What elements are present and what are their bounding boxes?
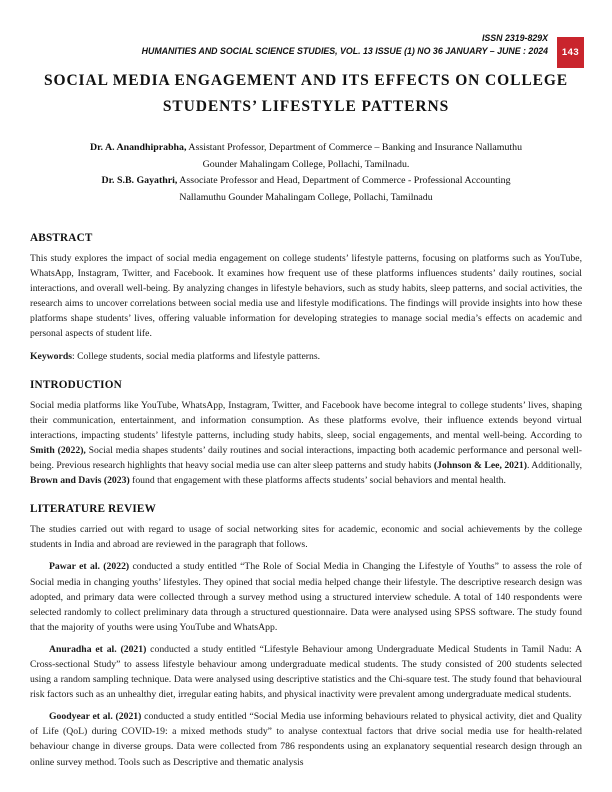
paper-title-line1: SOCIAL MEDIA ENGAGEMENT AND ITS EFFECTS ON COLLEGE [43, 72, 569, 89]
text-run: Pawar et al. (2022) [49, 561, 130, 573]
text-run: The studies carried out with regard to usage of social networking sites for academic, economic and social achievements by the college students in India and abroad are reviewed in the paragraph that follows. [30, 524, 582, 551]
section-heading: INTRODUCTION [30, 378, 122, 391]
text-run: Nallamuthu Gounder Mahalingam College, Pollachi, Tamilnadu [179, 191, 433, 203]
text-run: Social media shapes students’ daily routines and social interactions, impacting both academic performance and personal well-being. Previous research highlights that heavy social media use can alter sleep patterns and study habits [30, 444, 583, 472]
text-run: (Johnson & Lee, 2021) [433, 460, 527, 472]
page-number-badge: 143 [557, 37, 584, 68]
journal-header [30, 32, 582, 58]
paragraph [30, 559, 582, 634]
paragraph [30, 522, 582, 552]
paper-title [30, 68, 582, 120]
text-run: conducted a study entitled “The Role of Social Media in Changing the Lifestyle of Youths” to assess the role of Social media in changing youths’ lifestyles. They opined that social media helped change their lifestyle. The descriptive research design was adopted, and primary data were collected through a survey method using a structured interview schedule. A total of 140 respondents were selected randomly to collect preliminary data through a structured questionnaire. Data were analysed using SPSS software. The study found that the majority of youths were using YouTube and WhatsApp. [30, 561, 582, 633]
paragraph [30, 251, 582, 342]
issn-line: ISSN 2319-829X [481, 33, 548, 43]
text-run: Smith (2022), [30, 444, 86, 456]
text-run: Brown and Davis (2023) [30, 475, 130, 487]
sections [30, 232, 582, 770]
author-line [30, 140, 582, 157]
paragraph [30, 642, 582, 702]
text-run: Social media platforms like YouTube, WhatsApp, Instagram, Twitter, and Facebook have become integral to college students’ lives, shaping their communication, entertainment, and information consumption. As these platforms evolve, their influence extends beyond virtual interactions, impacting students’ lifestyle patterns, including study habits, sleep, social engagements, and mental well-being. According to [30, 399, 582, 441]
author-line [30, 157, 582, 174]
text-run: Goodyear et al. (2021) [49, 711, 142, 723]
text-run: Keywords [30, 350, 72, 362]
text-run: Assistant Professor, Department of Commerce – Banking and Insurance Nallamuthu [186, 142, 523, 153]
section-heading: LITERATURE REVIEW [30, 503, 156, 516]
text-run: Associate Professor and Head, Department of Commerce - Professional Accounting [177, 175, 511, 186]
paragraph [30, 398, 582, 489]
paragraph [30, 709, 582, 769]
text-run: : College students, social media platforms and lifestyle patterns. [71, 350, 321, 362]
text-run: conducted a study entitled “Social Media use informing behaviours related to physical activity, diet and Quality of Life (QoL) during COVID-19: a mixed methods study” to analyse contextual factors that drive social media use for health-related behaviour change in diverse groups. Data were collected from 786 respondents using an explanatory sequential research design through an online survey method. Tools such as Descriptive and thematic analysis [30, 711, 582, 768]
text-run: Gounder Mahalingam College, Pollachi, Tamilnadu. [202, 158, 410, 170]
author-line [30, 190, 582, 207]
text-run: This study explores the impact of social media engagement on college students’ lifestyle patterns, focusing on platforms such as YouTube, WhatsApp, Instagram, Twitter, and Facebook. It examines how frequent use of these platforms influences students’ daily routines, social interactions, and overall well-being. By analyzing changes in lifestyle behaviors, such as study habits, sleep patterns, and social activities, the research aims to uncover correlations between social media use and lifestyle modifications. The findings will provide insights into how these platforms shape students’ lives, offering valuable information for developing strategies to manage social media’s effects on academic and personal aspects of student life. [30, 253, 582, 340]
paper-title-line2: STUDENTS’ LIFESTYLE PATTERNS [162, 98, 450, 115]
journal-line: HUMANITIES AND SOCIAL SCIENCE STUDIES, VOL. 13 ISSUE (1) NO 36 JANUARY – JUNE : 2024 [141, 46, 548, 56]
section-heading: ABSTRACT [30, 232, 93, 244]
paragraph [30, 349, 582, 364]
text-run: Anuradha et al. (2021) [49, 643, 147, 655]
text-run: Dr. A. Anandhiprabha, [89, 142, 187, 153]
authors-block [30, 140, 582, 206]
text-run: conducted a study entitled “Lifestyle Behaviour among Undergraduate Medical Students in Tamil Nadu: A Cross-sectional Study” to assess lifestyle behaviour among undergraduate medical students. The study consisted of 200 students selected using a random sampling technique. Data were analysed using descriptive statistics and the Chi-square test. The study found that behavioural risk factors such as an unhealthy diet, irregular eating habits, and physical inactivity were prevalent among undergraduate medical students. [30, 643, 582, 701]
text-run: found that engagement with these platforms affects students’ social behaviors and mental health. [129, 475, 506, 487]
text-run: Dr. S.B. Gayathri, [101, 175, 178, 186]
author-line [30, 173, 582, 190]
text-run: . Additionally, [526, 460, 583, 472]
